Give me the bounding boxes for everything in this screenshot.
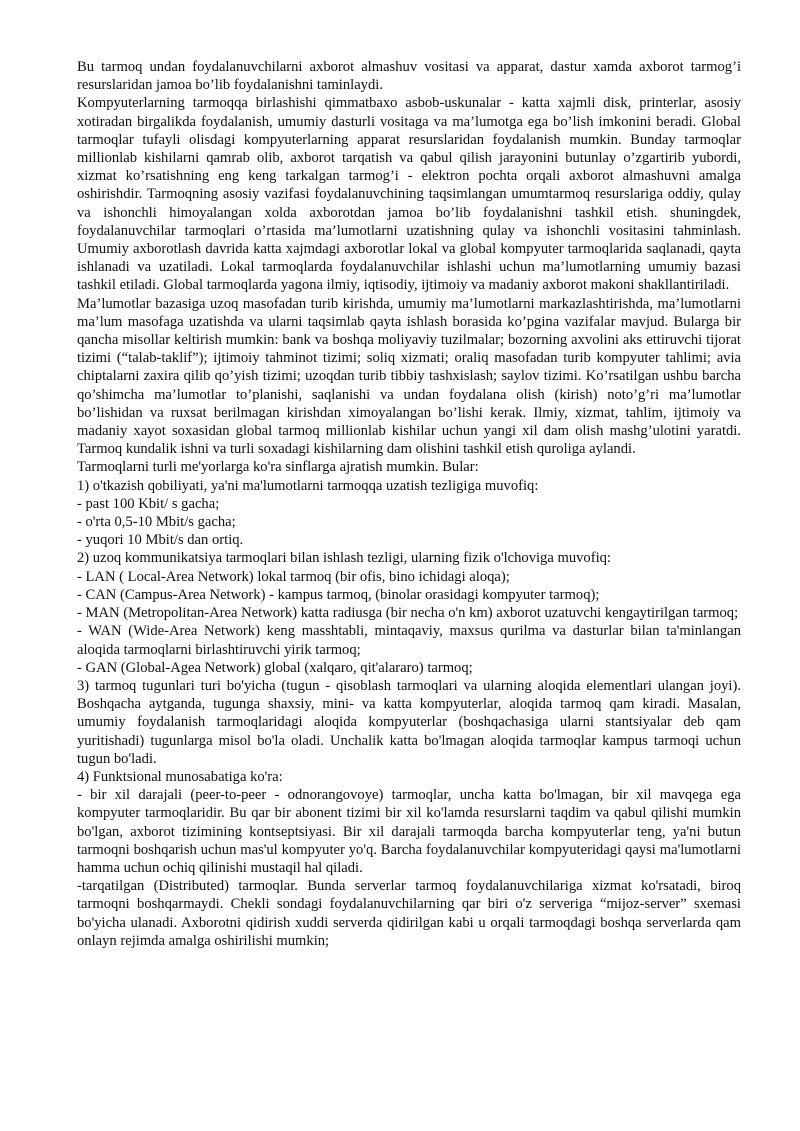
list-heading-functional: 4) Funktsional munosabatiga ko'ra: (77, 768, 283, 785)
list-item: - bir xil darajali (peer-to-peer - odnorangovoye) tarmoqlar, uncha katta bo'lmagan, bir xil mavqega ega kompyuter tarmoqlaridir. Bu qar bir abonent tizimi bir xil ko'lamda resurslarni taqdim va qabul qilishi mumkin bo'lgan, axborot tizimining kontseptsiyasi. Bir xil darajali tarmoqda barcha kompyuterlar teng, ya'ni butun tarmoqni boshqarish uchun mas'ul kompyuter yo'q. Barcha foydalanuvchilar kompyuteridagi qaysi ma'lumotlarni hamma uchun ochiq qilinishi mustaqil hal qiladi. (77, 787, 741, 876)
list-heading-scale: 2) uzoq kommunikatsiya tarmoqlari bilan ishlash tezligi, ularning fizik o'lchoviga muvofiq: (77, 550, 611, 567)
list-item: - CAN (Campus-Area Network) - kampus tarmoq, (binolar orasidagi kompyuter tarmoq); (77, 586, 600, 603)
paragraph-network-benefits: Kompyuterlarning tarmoqqa birlashishi qimmatbaxo asbob-uskunalar - katta xajmli disk, printerlar, asosiy xotiradan birgalikda foydalanish, umumiy dasturli vositaga va ma’lumotga ega bo’lish imkonini beradi. Global tarmoqlar tufayli olisdagi kompyuterlarning apparat resurslaridan foydalanish mumkin. Bunday tarmoqlar millionlab kishilarni qamrab olib, axborot tarqatish va qabul qilish jarayonini butunlay o’zgartirib yubordi, xizmat ko’rsatishning eng keng tarkalgan tarmog’i - elektron pochta orqali axborot almashuvni amalga oshirishdir. Tarmoqning asosiy vazifasi foydalanuvchining taqsimlangan umumtarmoq resurslariga oddiy, qulay va ishonchli himoyalangan xolda axborotdan jamoa bo’lib foydalanishni tashkil etish. shuningdek, foydalanuvchilar tarmoqlari o’rtasida ma’lumotlarni uzatishning qulay va ishonchli vositasini tahminlash. Umumiy axborotlash davrida katta xajmdagi axborotlar lokal va global kompyuter tarmoqlarida saqlanadi, qayta ishlanadi va uzatiladi. Lokal tarmoqlarda foydalanuvchilar ishlashi uchun ma’lumotlarning umumiy bazasi tashkil etiladi. Global tarmoqlarda yagona ilmiy, iqtisodiy, ijtimoiy va madaniy axborot makoni shakllantiriladi. (77, 95, 741, 294)
list-item: - LAN ( Local-Area Network) lokal tarmoq (bir ofis, bino ichidagi aloqa); (77, 568, 510, 585)
paragraph-remote-databases: Ma’lumotlar bazasiga uzoq masofadan turib kirishda, umumiy ma’lumotlarni markazlashtirishda, ma’lumotlarni ma’lum masofaga uzatishda va ularni taqsimlab qayta ishlash borasida ko’pgina vazifalar mavjud. Bularga bir qancha misollar keltirish mumkin: bank va boshqa moliyaviy tuzilmalar; bozorning axvolini aks ettiruvchi tijorat tizimi (“talab-taklif”); ijtimoiy tahminot tizimi; soliq xizmati; oraliq masofadan turib kompyuter tahlimi; avia chiptalarni zaxira qilib qo’yish tizimi; uzoqdan turib tibbiy tashxislash; saylov tizimi. Ko’rsatilgan ushbu barcha qo’shimcha ma’lumotlar to’planishi, saqlanishi va undan foydalana olish (kirish) noto’g’ri ma’lumotlar bo’lishidan va ruxsat berilmagan kirishdan ximoyalangan bo’lishi kerak. Ilmiy, xizmat, tahlim, ijtimoiy va madaniy xayot soxasidan global tarmoq millionlab kishilar uchun yangi xil dam olish mashg’ulotini yaratdi. Tarmoq kundalik ishni va turli soxadagi kishilarning dam olishini tashkil etish quroliga aylandi. (77, 295, 741, 458)
list-item: - MAN (Metropolitan-Area Network) katta radiusga (bir necha o'n km) axborot uzatuvchi kengaytirilgan tarmoq; (77, 605, 739, 622)
list-item: - yuqori 10 Mbit/s dan ortiq. (77, 532, 244, 549)
list-item: - WAN (Wide-Area Network) keng masshtabli, mintaqaviy, maxsus qurilma va dasturlar bilan ta'minlangan aloqida tarmoqlarni birlashtiruvchi yirik tarmoq; (77, 623, 741, 658)
paragraph-classification-intro: Tarmoqlarni turli me'yorlarga ko'ra sinflarga ajratish mumkin. Bular: (77, 459, 479, 476)
list-item: - GAN (Global-Agea Network) global (xalqaro, qit'alararo) tarmoq; (77, 659, 473, 676)
paragraph-intro: Bu tarmoq undan foydalanuvchilarni axborot almashuv vositasi va apparat, dastur xamda axborot tarmog’i resurslaridan jamoa bo’lib foydalanishni taminlaydi. (77, 59, 741, 94)
list-heading-node-types: 3) tarmoq tugunlari turi bo'yicha (tugun - qisoblash tarmoqlari va ularning aloqida elementlari ulangan joyi). Boshqacha aytganda, tugunga shaxsiy, mini- va katta kompyuterlar, aloqida tarmoq qam kiradi. Masalan, umumiy foydalanish tarmoqlaridagi aloqida kompyuterlar (boshqachasiga ularni stantsiyalar deb qam yuritishadi) tugunlarga misol bo'la oladi. Unchalik katta bo'lmagan aloqida tarmoqlar kampus tarmoqi uchun tugun bo'ladi. (77, 677, 741, 767)
list-heading-throughput: 1) o'tkazish qobiliyati, ya'ni ma'lumotlarni tarmoqqa uzatish tezligiga muvofiq: (77, 477, 539, 494)
document-page (77, 58, 741, 950)
list-item: -tarqatilgan (Distributed) tarmoqlar. Bunda serverlar tarmoq foydalanuvchilariga xizmat ko'rsatadi, biroq tarmoqni boshqarmaydi. Chekli sondagi foydalanuvchilarning qar biri o'z serveriga “mijoz-server” sxemasi bo'yicha ulanadi. Axborotni qidirish xuddi serverda qidirilgan kabi u orqali tarmoqdagi boshqa serverlarda qam onlayn rejimda amalga oshirilishi mumkin; (77, 878, 741, 949)
list-item: - o'rta 0,5-10 Mbit/s gacha; (77, 514, 236, 531)
list-item: - past 100 Kbit/ s gacha; (77, 495, 220, 512)
